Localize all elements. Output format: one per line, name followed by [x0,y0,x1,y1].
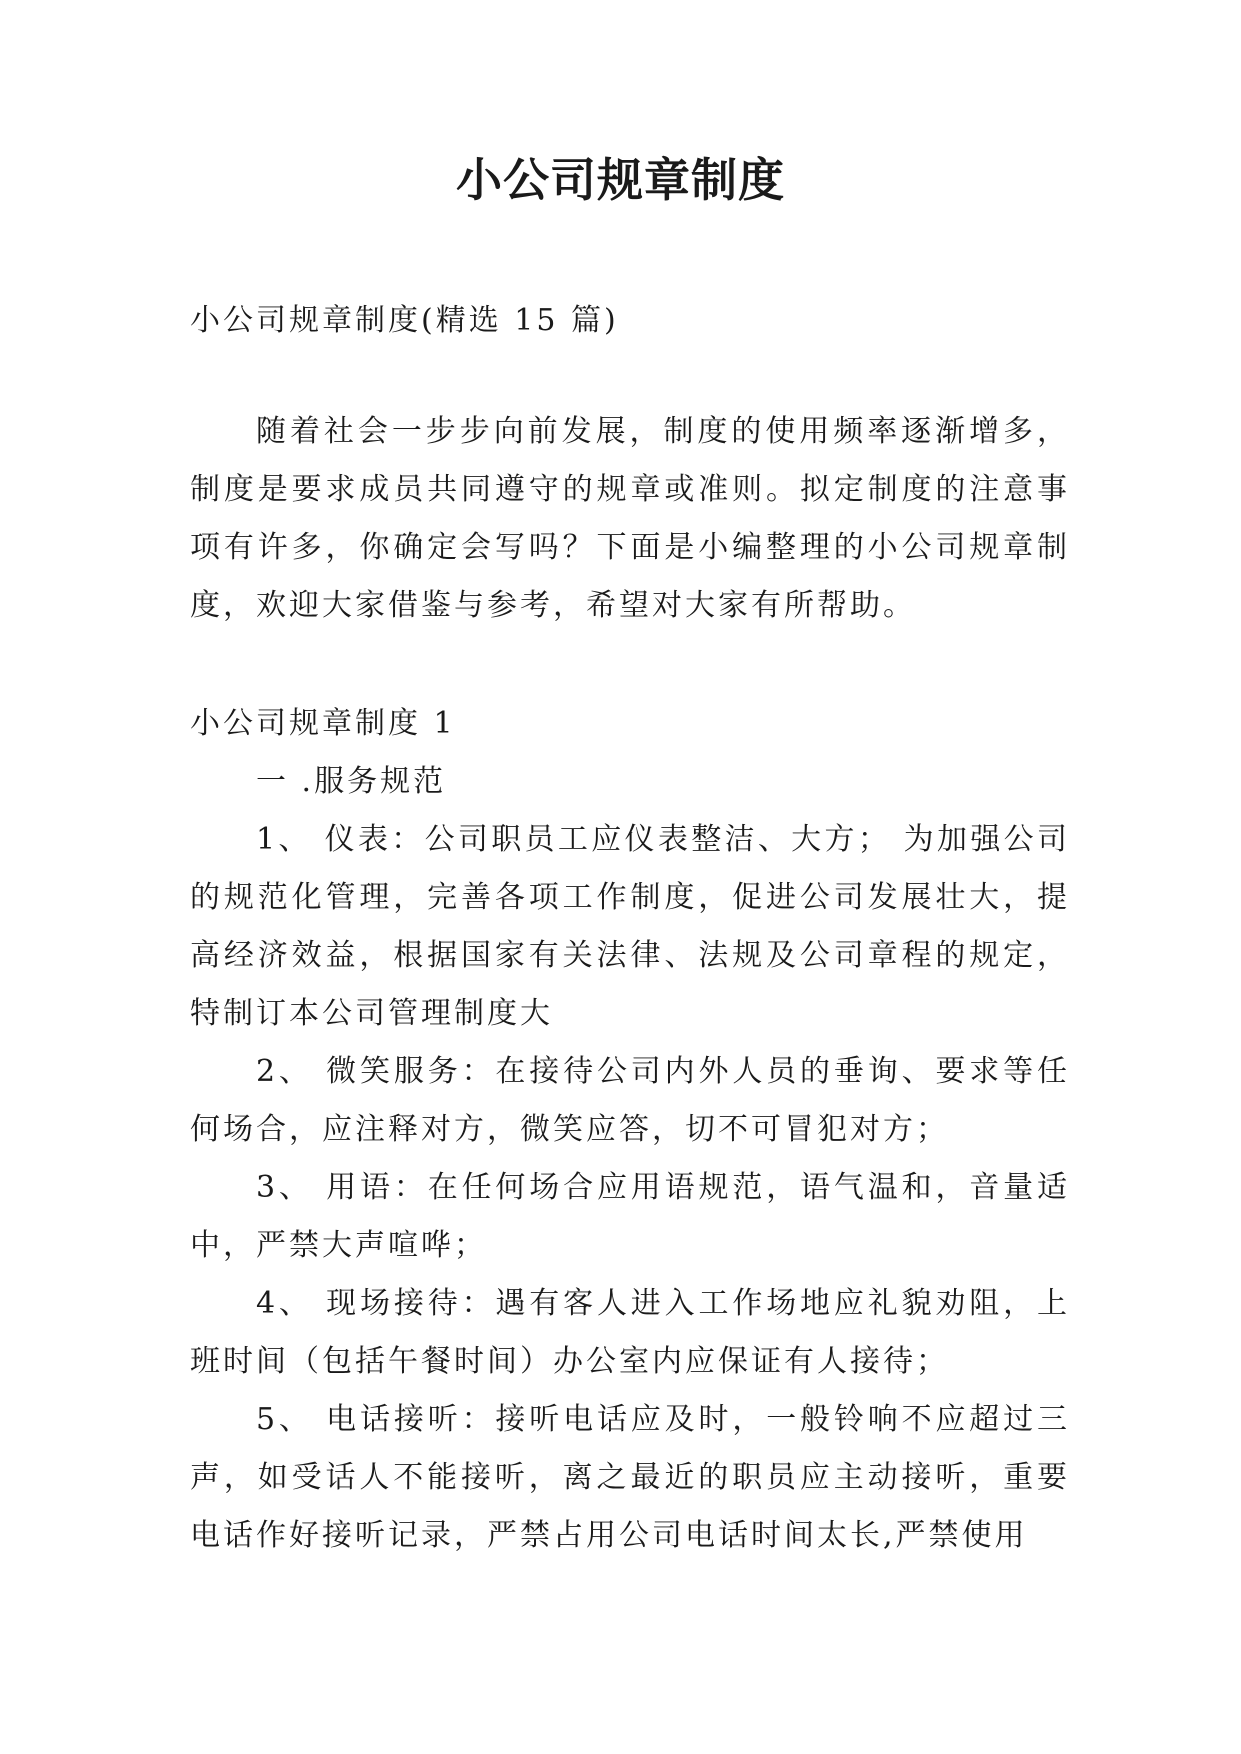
paragraph-reception: 4、 现场接待：遇有客人进入工作场地应礼貌劝阻，上班时间（包括午餐时间）办公室内应保证有人接待； [190,1286,1070,1379]
intro-paragraph: 随着社会一步步向前发展，制度的使用频率逐渐增多，制度是要求成员共同遵守的规章或准则。拟定制度的注意事项有许多，你确定会写吗？下面是小编整理的小公司规章制度，欢迎大家借鉴与参考，希望对大家有所帮助。 [190,414,1070,623]
paragraph-service-standards: 一 .服务规范 [256,764,447,799]
document-subtitle: 小公司规章制度(精选 15 篇) [190,303,619,338]
paragraph-phone: 5、 电话接听：接听电话应及时，一般铃响不应超过三声，如受话人不能接听，离之最近的职员应主动接听，重要电话作好接听记录，严禁占用公司电话时间太长,严禁使用 [190,1402,1070,1553]
paragraph-language: 3、 用语：在任何场合应用语规范，语气温和，音量适中，严禁大声喧哗； [190,1170,1070,1263]
section-body [190,753,1070,1565]
section-heading: 小公司规章制度 1 [190,706,456,741]
paragraph-appearance: 1、 仪表：公司职员工应仪表整洁、大方； 为加强公司的规范化管理，完善各项工作制度，促进公司发展壮大，提高经济效益，根据国家有关法律、法规及公司章程的规定，特制订本公司管理制度大 [190,822,1070,1031]
paragraph-smile-service: 2、 微笑服务：在接待公司内外人员的垂询、要求等任何场合，应注释对方，微笑应答，切不可冒犯对方； [190,1054,1070,1147]
document-title: 小公司规章制度 [456,153,785,207]
